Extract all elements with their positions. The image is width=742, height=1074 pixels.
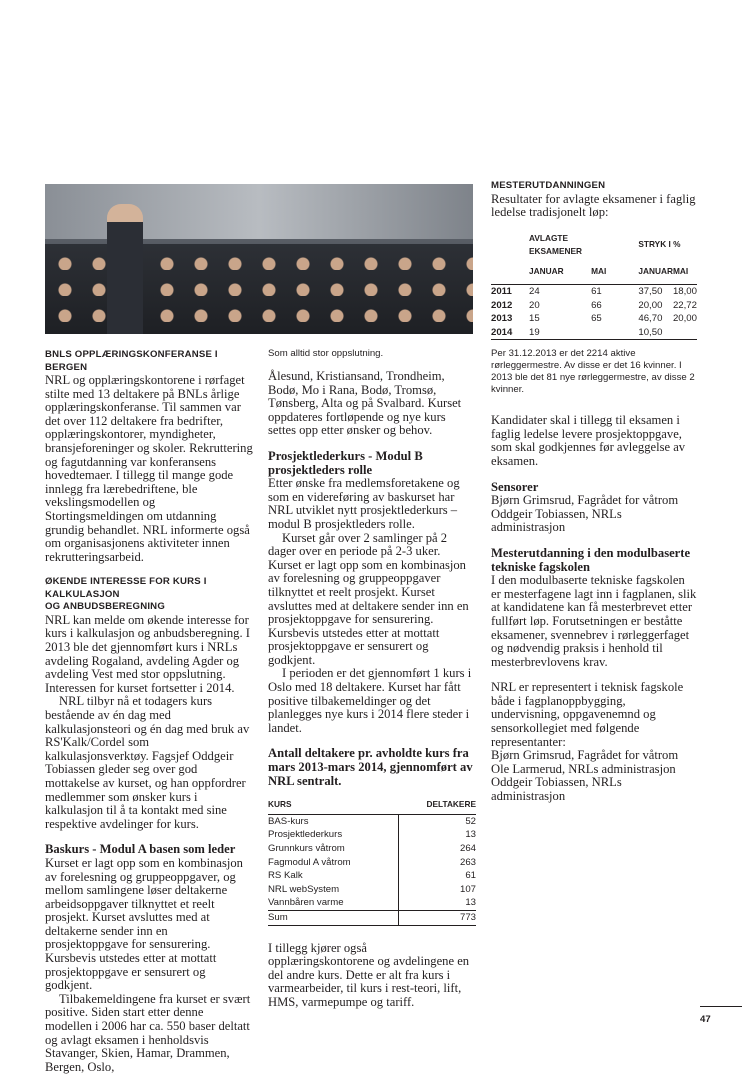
table-row: Prosjektlederkurs 13 (268, 829, 476, 841)
heading-baskurs: Baskurs - Modul A basen som leder (45, 842, 236, 857)
paragraph: Ålesund, Kristiansand, Trondheim, Bodø, Mo i Rana, Bodø, Tromsø, Tønsberg, Alta og på Svalbard. Kurset oppdateres fortløpende og nye kurs settes opp etter ønsker og behov. (268, 369, 462, 438)
column-header-kurs: KURS (268, 798, 398, 814)
page-number: 47 (700, 1014, 711, 1025)
table-row: 2014 19 10,50 (491, 326, 697, 340)
subheader: JANUAR (529, 259, 591, 285)
table-row: 2012 20 66 20,00 22,72 (491, 299, 697, 311)
table-row: BAS-kurs 52 (268, 815, 476, 827)
list-item: Bjørn Grimsrud, Fagrådet for våtrom (491, 748, 679, 763)
paragraph: Resultater for avlagte eksamener i faglig ledelse tradisjonelt løp: (491, 191, 696, 220)
photo-caption: Som alltid stor oppslutning. (268, 348, 384, 359)
table-row: NRL webSystem 107 (268, 883, 476, 895)
conference-photo (45, 184, 473, 334)
table-sum-row: Sum 773 (268, 910, 476, 925)
heading-participants-table: Antall deltakere pr. avholdte kurs fra mars 2013-mars 2014, gjennomført av NRL sentralt. (268, 746, 473, 788)
paragraph: I perioden er det gjennomført 1 kurs i Oslo med 18 deltakere. Kurset har fått positive tilbakemeldinger og det planlegges nye kurs i 2014 flere steder i landet. (268, 666, 472, 735)
paragraph: I den modulbaserte tekniske fagskolen er mesterfagene lagt inn i fagplanen, slik at kandidatene kan få mesterbrevet etter fullført løp. Forutsetningen er beståtte eksamener, svennebrev i rørleggerfaget og nødvendig praksis i henhold til mesterbrevlovens krav. (491, 573, 697, 669)
paragraph: NRL kan melde om økende interesse for kurs i kalkulasjon og anbudsberegning. I 2013 ble det gjennomført kurs i NRLs avdeling Rogaland, avdeling Agder og avdeling Vest med stor oppslutning. Interessen for kurset fortsetter i 2014. (45, 612, 250, 695)
heading-sensorer: Sensorer (491, 479, 539, 494)
paragraph: NRL tilbyr nå et todagers kurs bestående av én dag med kalkulasjonsteori og én dag med bruk av RS'Kalk/Cordel som kalkulasjonsverktøy. Fagsjef Oddgeir Tobiassen gleder seg over god mottakelse av kurset, og han oppfordrer medlemmer som ønsker kurs i kalkulasjon til å ta kontakt med sine respektive avdelinger for kurs. (45, 694, 250, 831)
subheader: JANUAR (618, 259, 673, 285)
group-header-exams: AVLAGTE EKSAMENER (529, 232, 583, 257)
paragraph: Kurset er lagt opp som en kombinasjon av forelesning og gruppeoppgaver, og mellom samlingene løser deltakerne arbeidsoppgaver tilknyttet et reelt prosjekt. Kurset avsluttes med at deltakerne sender inn en prosjektoppgave for sensurering. Kursbevis utstedes etter at mottatt prosjektoppgave er sensurert og godkjent. (45, 855, 243, 993)
page-number-rule (700, 1006, 742, 1007)
exam-results-table (491, 232, 697, 341)
paragraph: I tillegg kjører også opplæringskontorene og avdelingene en del andre kurs. Dette er alt fra kurs i varmearbeider, til kurs i rest-teori, lift, HMS, varmepumpe og tariff. (268, 940, 470, 1009)
table-row: 2013 15 65 46,70 20,00 (491, 313, 697, 325)
paragraph: Kurset går over 2 samlinger på 2 dager over en periode på 2-3 uker. Kurset er lagt opp som en kombinasjon av forelesning og gruppeoppgaver tilknyttet et reelt prosjekt. Kurset avsluttes med at deltakere sender inn en prosjektoppgave for sensurering. Kursbevis utstedes etter at mottatt prosjektoppgave er sensurert og godkjent. (268, 530, 469, 667)
paragraph: NRL er representert i teknisk fagskole både i fagplanoppbygging, undervisning, oppgavenemnd og sensorkollegiet med følgende representanter: (491, 680, 684, 749)
list-item: Bjørn Grimsrud, Fagrådet for våtrom (491, 493, 679, 508)
list-item: Ole Larmerud, NRLs administrasjon (491, 761, 676, 776)
column-2 (268, 348, 476, 1010)
group-header-fail-rate: STRYK I % (638, 239, 681, 250)
table-row: Fagmodul A våtrom 263 (268, 856, 476, 868)
column-1 (45, 349, 253, 1074)
heading-calculation-line2: OG ANBUDSBEREGNING (45, 601, 165, 613)
table-row: Grunnkurs våtrom 264 (268, 843, 476, 854)
paragraph: Tilbakemeldingene fra kurset er svært positive. Siden start etter denne modellen i 2006 har ca. 550 baser deltatt og avlagt eksamen i henholdsvis Stavanger, Skien, Hamar, Drammen, Bergen, Oslo, (45, 991, 251, 1074)
paragraph: Etter ønske fra medlemsforetakene og som en videreføring av baskurset har NRL utviklet nytt prosjektlederkurs – modul B prosjektleders rolle. (268, 476, 460, 531)
courses-table (268, 798, 476, 925)
paragraph: NRL og opplæringskontorene i rørfaget stilte med 13 deltakere på BNLs årlige opplæringskonferanse. Til sammen var det over 112 deltakere fra bedrifter, opplæringskontorer, myndigheter, bransjeforeninger og skoler. Rekruttering og fagutdanning var konferansens hovedtemaer. I tillegg til mange gode innlegg fra lærebedriftene, ble vekslingsmodellen og Stortingsmeldingen om utdanning grundig behandlet. NRL informerte også om organisasjonens aktiviteter innen rekrutteringsarbeid. (45, 373, 253, 564)
table-note: Per 31.12.2013 er det 2214 aktive rørleggermestre. Av disse er det 16 kvinner. I 2013 ble det 81 nye rørleggermestre, av disse 2 kvinner. (491, 348, 695, 396)
heading-modular-school: Mesterutdanning i den modulbaserte tekniske fagskolen (491, 545, 691, 574)
list-item: Oddgeir Tobiassen, NRLs administrasjon (491, 506, 622, 535)
list-item: Oddgeir Tobiassen, NRLs administrasjon (491, 775, 622, 804)
paragraph: Kandidater skal i tillegg til eksamen i faglig ledelse levere prosjektoppgave, som skal godkjennes før avleggelse av eksamen. (491, 413, 686, 468)
heading-mesterutdanningen: MESTERUTDANNINGEN (491, 180, 606, 191)
subheader: MAI (591, 259, 618, 285)
heading-calculation-line1: ØKENDE INTERESSE FOR KURS I KALKULASJON (45, 576, 207, 600)
table-row: 2011 24 61 37,50 18,00 (491, 286, 697, 298)
table-row: RS Kalk 61 (268, 870, 476, 882)
column-header-deltakere: DELTAKERE (398, 798, 476, 814)
photo-speaker (107, 204, 143, 334)
heading-prosjektlederkurs: Prosjektlederkurs - Modul B prosjektleders rolle (268, 448, 423, 477)
table-row: Vannbåren varme 13 (268, 896, 476, 910)
heading-bnl-conference: BNLS OPPLÆRINGSKONFERANSE I BERGEN (45, 349, 218, 373)
subheader: MAI (673, 259, 697, 285)
column-3 (491, 180, 697, 804)
